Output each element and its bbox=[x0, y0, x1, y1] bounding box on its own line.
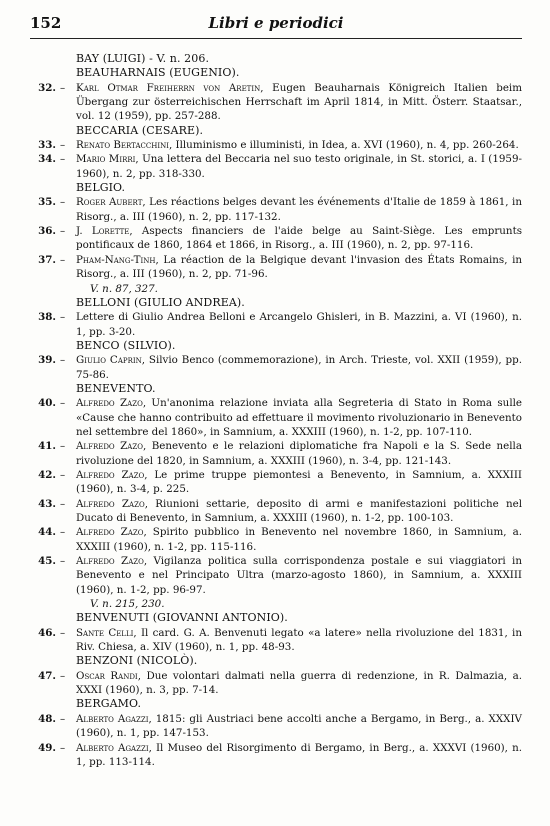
entry-dash: – bbox=[60, 196, 66, 209]
entry-author: Karl Otmar Freiherrn von Aretin bbox=[76, 81, 261, 94]
bibliography-entry bbox=[30, 439, 522, 468]
page-number: 152 bbox=[30, 14, 62, 32]
bibliography-entry bbox=[30, 712, 522, 741]
entry-author: Alfredo Zazo bbox=[76, 526, 144, 539]
header-rule bbox=[30, 38, 522, 39]
subject-heading: BELGIO. bbox=[76, 181, 126, 195]
entry-dash: – bbox=[60, 311, 66, 324]
bibliography-entry bbox=[30, 195, 522, 224]
entry-text: , Il card. G. A. Benvenuti legato «a latere» nella rivoluzione del 1831, in Riv. Chiesa, a. XIV (1960), n. 1, pp. 48-93. bbox=[76, 626, 522, 654]
subject-heading: BECCARIA (CESARE). bbox=[76, 123, 204, 137]
running-title: Libri e periodici bbox=[208, 14, 344, 32]
entry-author: Alfredo Zazo bbox=[76, 555, 144, 568]
entry-dash: – bbox=[60, 669, 66, 682]
entry-author: Alberto Agazzi bbox=[76, 741, 149, 754]
bibliography-entry bbox=[30, 81, 522, 124]
entry-dash: – bbox=[60, 397, 66, 410]
entry-text: , Due volontari dalmati nella guerra di redenzione, in R. Dalmazia, a. XXXI (1960), n. 3, pp. 7-14. bbox=[76, 669, 522, 697]
entry-number: 34. bbox=[38, 153, 56, 166]
bibliography-entry bbox=[30, 152, 522, 181]
cross-reference: V. n. 215, 230. bbox=[90, 598, 165, 611]
subject-heading: BENCO (SILVIO). bbox=[76, 338, 176, 352]
bibliography-entry bbox=[30, 138, 522, 152]
entry-author: Alfredo Zazo bbox=[76, 440, 143, 453]
bibliography-entry bbox=[30, 353, 522, 382]
entry-author: Alfredo Zazo bbox=[76, 497, 145, 510]
entry-dash: – bbox=[60, 555, 66, 568]
entry-author: Alfredo Zazo bbox=[76, 397, 143, 410]
entry-number: 42. bbox=[38, 468, 56, 481]
entry-author: Roger Aubert bbox=[76, 196, 143, 209]
entry-number: 38. bbox=[38, 311, 56, 324]
entry-text: , Una lettera del Beccaria nel suo testo originale, in St. storici, a. I (1959-1960), n. 2, pp. 318-330. bbox=[76, 153, 523, 180]
entry-dash: – bbox=[60, 497, 66, 510]
entry-author: Alfredo Zazo bbox=[76, 468, 145, 481]
entry-dash: – bbox=[60, 440, 66, 453]
subject-heading: BENZONI (NICOLÒ). bbox=[76, 654, 198, 668]
entry-number: 41. bbox=[38, 440, 56, 453]
bibliography-entry bbox=[30, 669, 522, 698]
entry-dash: – bbox=[60, 139, 66, 152]
entry-author: Oscar Randi bbox=[76, 669, 138, 682]
entry-text: , Les réactions belges devant les événements d'Italie de 1859 à 1861, in Risorg., a. III (1960), n. 2, pp. 117-132. bbox=[76, 196, 522, 223]
entry-number: 40. bbox=[38, 397, 56, 410]
bibliography-entry bbox=[30, 554, 522, 597]
entry-number: 35. bbox=[38, 196, 56, 209]
bibliography-entry bbox=[30, 253, 522, 282]
subject-heading: BAY (LUIGI) - V. n. 206. bbox=[76, 52, 210, 65]
entry-text: , La réaction de la Belgique devant l'invasion des États Romains, in Risorg., a. III (1960), n. 2, pp. 71-96. bbox=[76, 253, 522, 281]
entry-author: Pham-Nang-Tinh bbox=[76, 253, 156, 266]
bibliography-entry bbox=[30, 741, 522, 770]
bibliography-entry bbox=[30, 497, 522, 526]
entry-text: , Aspects financiers de l'aide belge au Saint-Siège. Les emprunts pontificaux de 1860, 1864 et 1866, in Risorg., a. III (1960), n. 2, pp. 97-116. bbox=[76, 225, 522, 252]
bibliography-entry bbox=[30, 396, 522, 439]
entry-number: 45. bbox=[38, 555, 56, 568]
bibliography-entry bbox=[30, 468, 522, 497]
cross-reference: V. n. 87, 327. bbox=[90, 282, 158, 295]
entry-number: 32. bbox=[38, 81, 56, 94]
entry-author: Giulio Caprin bbox=[76, 354, 142, 367]
entry-text: , Silvio Benco (commemorazione), in Arch. Trieste, vol. XXII (1959), pp. 75-86. bbox=[76, 354, 522, 381]
bibliography-entry bbox=[30, 310, 522, 339]
entry-dash: – bbox=[60, 741, 66, 754]
entry-text: , Un'anonima relazione inviata alla Segreteria di Stato in Roma sulle «Cause che hanno contribuito ad effettuare il movimento rivoluzionario in Benevento nel settembre del 1860», in Samnium, a. XXXIII (1960), n. 1-2, pp. 107-110. bbox=[76, 397, 522, 438]
running-header bbox=[30, 14, 522, 36]
entry-number: 36. bbox=[38, 225, 56, 238]
entry-author: Alberto Agazzi bbox=[76, 712, 149, 725]
entry-author: Sante Celli bbox=[76, 626, 134, 639]
entry-dash: – bbox=[60, 81, 66, 94]
bibliography-entry bbox=[30, 224, 522, 253]
entry-text: , Il Museo del Risorgimento di Bergamo, in Berg., a. XXXVI (1960), n. 1, pp. 113-114. bbox=[76, 741, 522, 768]
entry-text: , Le prime truppe piemontesi a Benevento, in Samnium, a. XXXIII (1960), n. 3-4, p. 225. bbox=[76, 468, 522, 496]
entry-number: 48. bbox=[38, 712, 56, 725]
entry-dash: – bbox=[60, 354, 66, 367]
entry-dash: – bbox=[60, 153, 66, 166]
entry-number: 44. bbox=[38, 526, 56, 539]
entry-dash: – bbox=[60, 225, 66, 238]
bibliography-entry bbox=[30, 626, 522, 655]
entry-number: 47. bbox=[38, 669, 56, 682]
entry-text: Lettere di Giulio Andrea Belloni e Arcangelo Ghisleri, in B. Mazzini, a. VI (1960), n. 1, pp. 3-20. bbox=[76, 311, 522, 338]
entry-number: 33. bbox=[38, 139, 56, 152]
subject-heading: BERGAMO. bbox=[76, 697, 142, 711]
entry-number: 43. bbox=[38, 497, 56, 510]
entry-text: , Riunioni settarie, deposito di armi e manifestazioni politiche nel Ducato di Benevento, in Samnium, a. XXXIII (1960), n. 1-2, pp. 100-103. bbox=[76, 497, 522, 524]
bibliography-entry bbox=[30, 525, 522, 554]
entry-text: , Benevento e le relazioni diplomatiche fra Napoli e la S. Sede nella rivoluzione del 1820, in Samnium, a. XXXIII (1960), n. 3-4, pp. 121-143. bbox=[76, 440, 522, 467]
entry-dash: – bbox=[60, 468, 66, 481]
entry-number: 39. bbox=[38, 354, 56, 367]
bibliography-list bbox=[30, 52, 522, 769]
entry-dash: – bbox=[60, 712, 66, 725]
subject-heading: BENEVENTO. bbox=[76, 381, 156, 395]
subject-heading: BENVENUTI (GIOVANNI ANTONIO). bbox=[76, 611, 288, 625]
entry-number: 49. bbox=[38, 741, 56, 754]
entry-number: 46. bbox=[38, 626, 56, 639]
entry-dash: – bbox=[60, 253, 66, 266]
entry-text: , Vigilanza politica sulla corrispondenza postale e sui viaggiatori in Benevento e nel Principato Ultra (marzo-agosto 1860), in Samnium, a. XXXIII (1960), n. 1-2, pp. 96-97. bbox=[76, 555, 522, 596]
entry-author: Renato Bertacchini bbox=[76, 139, 169, 152]
entry-author: Mario Mirri bbox=[76, 153, 136, 166]
subject-heading: BELLONI (GIULIO ANDREA). bbox=[76, 295, 245, 309]
entry-dash: – bbox=[60, 626, 66, 639]
entry-text: , Eugen Beauharnais Königreich Italien beim Übergang zur österreichischen Herrschaft im April 1814, in Mitt. Österr. Staatsar., vol. 12 (1959), pp. 257-288. bbox=[76, 81, 522, 123]
entry-text: , Spirito pubblico in Benevento nel novembre 1860, in Samnium, a. XXXIII (1960), n. 1-2, pp. 115-116. bbox=[76, 526, 522, 553]
entry-text: , 1815: gli Austriaci bene accolti anche a Bergamo, in Berg., a. XXXIV (1960), n. 1, pp. 147-153. bbox=[76, 712, 522, 740]
entry-author: J. Lorette bbox=[76, 225, 130, 238]
entry-dash: – bbox=[60, 526, 66, 539]
subject-heading: BEAUHARNAIS (EUGENIO). bbox=[76, 66, 240, 80]
entry-number: 37. bbox=[38, 253, 56, 266]
entry-text: , Illuminismo e illuministi, in Idea, a. XVI (1960), n. 4, pp. 260-264. bbox=[168, 139, 519, 152]
